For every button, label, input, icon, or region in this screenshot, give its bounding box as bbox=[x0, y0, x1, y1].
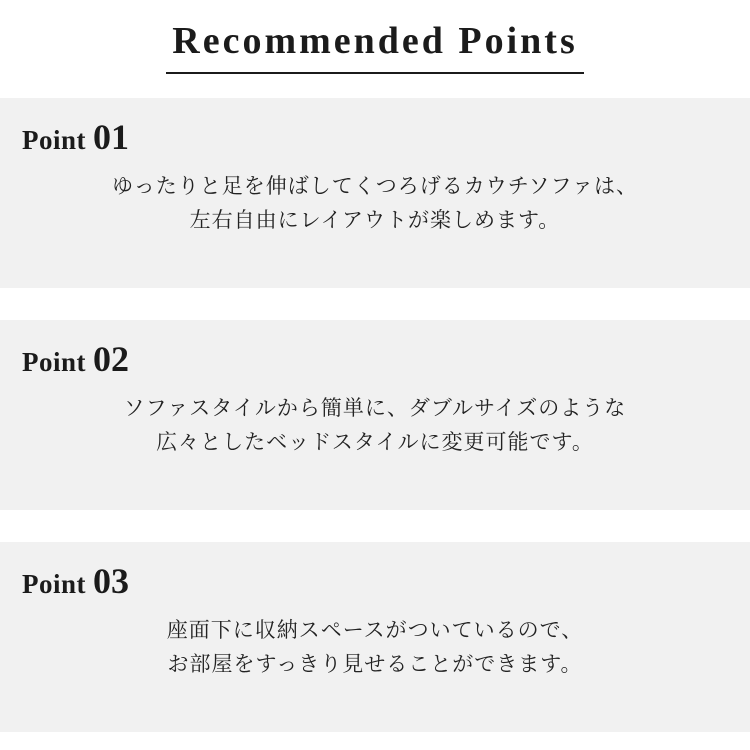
point-word-2: Point bbox=[22, 347, 87, 377]
point-description-3-line-1: 座面下に収納スペースがついているので、 bbox=[166, 619, 584, 642]
point-block-1 bbox=[0, 98, 750, 288]
point-number-3: 03 bbox=[93, 561, 130, 601]
point-word-1: Point bbox=[22, 125, 87, 155]
page-title: Recommended Points bbox=[166, 19, 583, 74]
point-description-1 bbox=[0, 170, 750, 238]
point-description-1-line-2: 左右自由にレイアウトが楽しめます。 bbox=[189, 209, 561, 233]
page-title-area bbox=[0, 0, 750, 93]
point-block-2 bbox=[0, 320, 750, 510]
point-description-2-line-2: 広々としたベッドスタイルに変更可能です。 bbox=[156, 431, 594, 455]
point-description-3-line-2: お部屋をすっきり見せることができます。 bbox=[167, 653, 583, 677]
point-description-2-line-1: ソファスタイルから簡単に、ダブルサイズのような bbox=[123, 397, 627, 420]
point-label-1 bbox=[22, 116, 129, 158]
point-description-2 bbox=[0, 392, 750, 460]
point-number-1: 01 bbox=[93, 117, 130, 157]
point-block-3 bbox=[0, 542, 750, 732]
point-word-3: Point bbox=[22, 569, 87, 599]
point-number-2: 02 bbox=[93, 339, 130, 379]
point-label-3 bbox=[22, 560, 129, 602]
point-description-1-line-1: ゆったりと足を伸ばしてくつろげるカウチソファは、 bbox=[111, 175, 639, 198]
point-description-3 bbox=[0, 614, 750, 682]
point-label-2 bbox=[22, 338, 129, 380]
